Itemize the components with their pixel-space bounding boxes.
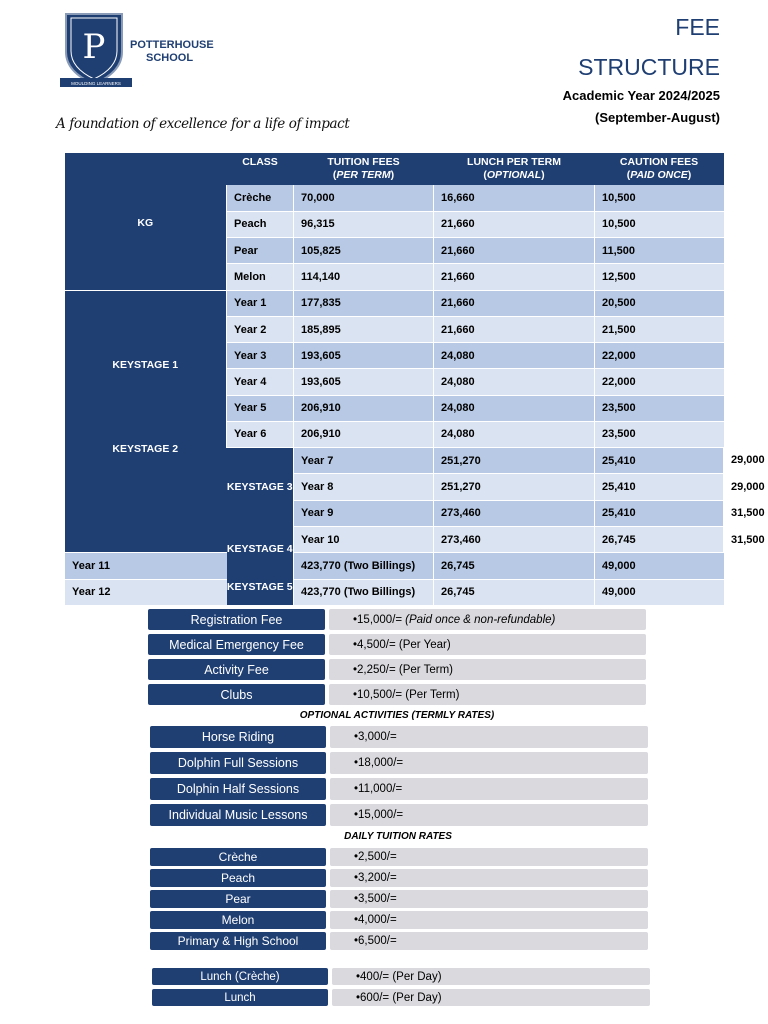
cell-caution: 22,000 [595, 369, 724, 395]
table-row: KEYSTAGE 3 KEYSTAGE 4 KEYSTAGE 5 Year 7 251,270 25,410 29,000 [65, 447, 724, 473]
header-group [65, 153, 227, 185]
cell-tuition: 273,460 [434, 527, 595, 553]
other-fee-value: •2,250/= (Per Term) [329, 659, 646, 680]
daily-rate-value: •6,500/= [330, 932, 648, 950]
header-tuition: TUITION FEES (PER TERM) [294, 153, 434, 185]
other-fee-value: •4,500/= (Per Year) [329, 634, 646, 655]
daily-rate-label: Melon [150, 911, 326, 929]
cell-tuition: 177,835 [294, 290, 434, 316]
cell-caution: 10,500 [595, 211, 724, 237]
group-label: KG [137, 217, 154, 229]
table-row: Year 9 273,460 25,410 31,500 [65, 500, 724, 526]
optional-activity-value: •15,000/= [330, 804, 648, 826]
group-label: KEYSTAGE 3 [226, 480, 293, 493]
daily-rate-value: •4,000/= [330, 911, 648, 929]
other-fee-label: Registration Fee [148, 609, 325, 630]
cell-lunch: 25,410 [595, 447, 724, 473]
daily-rate-value: •3,200/= [330, 869, 648, 887]
cell-tuition: 185,895 [294, 316, 434, 342]
other-fee-label: Activity Fee [148, 659, 325, 680]
daily-rate-label: Peach [150, 869, 326, 887]
cell-tuition: 105,825 [294, 238, 434, 264]
cell-tuition: 193,605 [294, 343, 434, 369]
cell-class: Year 12 [65, 579, 227, 605]
optional-activity-label: Horse Riding [150, 726, 326, 748]
cell-class: Year 1 [227, 290, 294, 316]
cell-tuition: 273,460 [434, 500, 595, 526]
cell-caution: 23,500 [595, 421, 724, 447]
daily-rate-row [150, 848, 648, 866]
cell-class: Year 11 [65, 553, 227, 579]
cell-caution: 49,000 [595, 579, 724, 605]
optional-activity-label: Individual Music Lessons [150, 804, 326, 826]
daily-rate-row [150, 911, 648, 929]
cell-lunch: 26,745 [434, 553, 595, 579]
other-fee-row [148, 684, 646, 705]
group-label: KEYSTAGE 2 [112, 442, 179, 455]
cell-caution: 23,500 [595, 395, 724, 421]
cell-class: Pear [227, 238, 294, 264]
logo-name-line1: POTTERHOUSE [130, 39, 214, 51]
optional-activity-row [150, 726, 648, 748]
cell-class: Year 2 [227, 316, 294, 342]
page-title-line1: FEE [675, 14, 720, 40]
cell-class: Year 9 [294, 500, 434, 526]
cell-lunch: 26,745 [434, 579, 595, 605]
lunch-rate-value: •400/= (Per Day) [332, 968, 650, 985]
lunch-rate-label: Lunch (Crèche) [152, 968, 328, 985]
academic-year: Academic Year 2024/2025 [562, 88, 720, 103]
logo-motto: MOULDING LEARNERS [71, 81, 121, 86]
lunch-rate-value: •600/= (Per Day) [332, 989, 650, 1006]
daily-rate-value: •2,500/= [330, 848, 648, 866]
lunch-rate-row [152, 968, 650, 985]
other-fee-label: Clubs [148, 684, 325, 705]
academic-period: (September-August) [595, 110, 720, 125]
other-fee-row [148, 634, 646, 655]
table-row [65, 290, 724, 316]
cell-class: Year 5 [227, 395, 294, 421]
daily-tuition-heading: DAILY TUITION RATES [344, 831, 452, 842]
daily-rate-label: Crèche [150, 848, 326, 866]
cell-caution: 21,500 [595, 316, 724, 342]
cell-lunch: 24,080 [434, 369, 595, 395]
cell-lunch: 25,410 [595, 474, 724, 500]
table-row [65, 553, 724, 579]
cell-lunch: 21,660 [434, 290, 595, 316]
cell-lunch: 24,080 [434, 343, 595, 369]
page-title-line2: STRUCTURE [578, 54, 720, 80]
group-label: KEYSTAGE 4 [226, 542, 293, 555]
cell-caution: 11,500 [595, 238, 724, 264]
cell-tuition: 114,140 [294, 264, 434, 290]
group-cell [227, 447, 294, 605]
cell-class: Year 10 [294, 527, 434, 553]
cell-tuition: 70,000 [294, 185, 434, 211]
cell-caution: 49,000 [595, 553, 724, 579]
daily-rate-value: •3,500/= [330, 890, 648, 908]
fee-table [64, 153, 765, 606]
optional-activity-row [150, 752, 648, 774]
header-lunch: LUNCH PER TERM (OPTIONAL) [434, 153, 595, 185]
cell-class: Year 8 [294, 474, 434, 500]
header-class: CLASS [227, 153, 294, 185]
daily-rate-label: Pear [150, 890, 326, 908]
cell-tuition: 423,770 (Two Billings) [294, 579, 434, 605]
cell-lunch: 21,660 [434, 316, 595, 342]
cell-tuition: 206,910 [294, 421, 434, 447]
group-cell [65, 290, 227, 553]
shield-icon [58, 12, 218, 90]
cell-tuition: 251,270 [434, 447, 595, 473]
cell-class: Year 3 [227, 343, 294, 369]
cell-lunch: 21,660 [434, 238, 595, 264]
cell-tuition: 193,605 [294, 369, 434, 395]
optional-activity-label: Dolphin Full Sessions [150, 752, 326, 774]
optional-activity-value: •18,000/= [330, 752, 648, 774]
cell-caution: 20,500 [595, 290, 724, 316]
optional-activity-row [150, 804, 648, 826]
cell-tuition: 423,770 (Two Billings) [294, 553, 434, 579]
cell-lunch: 25,410 [595, 500, 724, 526]
group-label: KEYSTAGE 1 [112, 358, 179, 371]
cell-lunch: 24,080 [434, 421, 595, 447]
lunch-rate-label: Lunch [152, 989, 328, 1006]
cell-lunch: 16,660 [434, 185, 595, 211]
table-row [65, 579, 724, 605]
table-row: Year 8 251,270 25,410 29,000 [65, 474, 724, 500]
other-fee-value: •10,500/= (Per Term) [329, 684, 646, 705]
cell-class: Melon [227, 264, 294, 290]
school-logo [58, 12, 218, 90]
daily-rate-row [150, 932, 648, 950]
cell-tuition: 251,270 [434, 474, 595, 500]
cell-lunch: 21,660 [434, 264, 595, 290]
cell-lunch: 21,660 [434, 211, 595, 237]
daily-rate-row [150, 869, 648, 887]
cell-class: Crèche [227, 185, 294, 211]
cell-class: Year 6 [227, 421, 294, 447]
header-caution: CAUTION FEES (PAID ONCE) [595, 153, 724, 185]
group-label: KEYSTAGE 5 [226, 580, 293, 593]
other-fee-note: (Paid once & non-refundable) [405, 613, 556, 626]
cell-caution: 10,500 [595, 185, 724, 211]
logo-name-line2: SCHOOL [146, 52, 194, 64]
cell-class: Year 7 [294, 447, 434, 473]
logo-letter: P [82, 27, 106, 67]
lunch-rate-row [152, 989, 650, 1006]
table-row [65, 185, 724, 211]
cell-lunch: 26,745 [595, 527, 724, 553]
other-fee-label: Medical Emergency Fee [148, 634, 325, 655]
optional-activity-label: Dolphin Half Sessions [150, 778, 326, 800]
group-cell [65, 185, 227, 290]
optional-activity-value: •11,000/= [330, 778, 648, 800]
table-header-row [65, 153, 724, 185]
cell-class: Peach [227, 211, 294, 237]
other-fee-value: •15,000/= (Paid once & non-refundable) [329, 609, 646, 630]
cell-lunch: 24,080 [434, 395, 595, 421]
daily-rate-label: Primary & High School [150, 932, 326, 950]
cell-caution: 12,500 [595, 264, 724, 290]
daily-rate-row [150, 890, 648, 908]
tagline: A foundation of excellence for a life of impact [56, 116, 350, 132]
table-row: Year 10 273,460 26,745 31,500 [65, 527, 724, 553]
cell-tuition: 206,910 [294, 395, 434, 421]
optional-activity-value: •3,000/= [330, 726, 648, 748]
cell-class: Year 4 [227, 369, 294, 395]
cell-caution: 22,000 [595, 343, 724, 369]
other-fee-row [148, 609, 646, 630]
optional-activities-heading: OPTIONAL ACTIVITIES (TERMLY RATES) [299, 710, 495, 721]
other-fee-row [148, 659, 646, 680]
cell-tuition: 96,315 [294, 211, 434, 237]
optional-activity-row [150, 778, 648, 800]
